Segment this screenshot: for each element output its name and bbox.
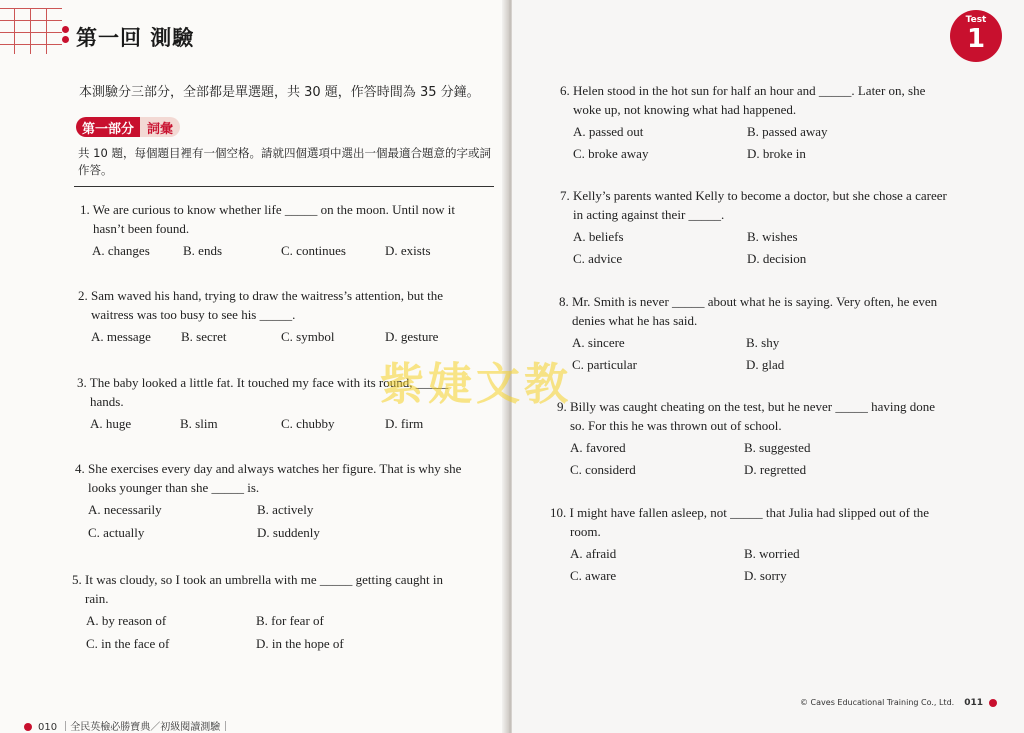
option-a[interactable]: A. sincere	[572, 335, 625, 350]
question-8	[559, 292, 979, 379]
part-badge	[76, 117, 180, 137]
question-stem-cont: rain.	[85, 591, 109, 606]
page-footer-right	[800, 698, 997, 708]
question-stem-cont: looks younger than she _____ is.	[88, 480, 260, 495]
option-b[interactable]: B. suggested	[744, 440, 811, 455]
option-d[interactable]: D. broke in	[747, 146, 806, 161]
option-b[interactable]: B. passed away	[747, 124, 828, 139]
question-stem-cont: room.	[570, 524, 601, 539]
page-number: 011	[964, 698, 983, 708]
option-a[interactable]: A. necessarily	[88, 502, 162, 517]
grid-decoration	[0, 8, 62, 54]
part-label: 第一部分	[76, 117, 140, 137]
option-a[interactable]: A. huge	[90, 416, 132, 431]
option-a[interactable]: A. changes	[92, 243, 150, 258]
question-stem-cont: woke up, not knowing what had happened.	[573, 102, 797, 117]
option-c[interactable]: C. symbol	[281, 329, 335, 344]
question-stem: 4. She exercises every day and always watches her figure. That is why she	[75, 461, 462, 476]
page-title: 第一回 測驗	[76, 26, 195, 50]
question-stem: 9. Billy was caught cheating on the test, but he never _____ having done	[557, 399, 935, 414]
option-c[interactable]: C. broke away	[573, 146, 649, 161]
option-d[interactable]: D. exists	[385, 243, 431, 258]
question-stem: 2. Sam waved his hand, trying to draw the waitress’s attention, but the	[78, 288, 444, 303]
badge-number: 1	[966, 24, 986, 54]
bullet-icon	[24, 723, 32, 731]
question-stem: 7. Kelly’s parents wanted Kelly to become a doctor, but she chose a career	[560, 188, 947, 203]
watermark: 紫婕文教	[380, 359, 572, 410]
option-a[interactable]: A. message	[91, 329, 151, 344]
question-stem: 5. It was cloudy, so I took an umbrella with me _____ getting caught in	[72, 572, 444, 587]
test-badge	[950, 10, 1002, 62]
option-c[interactable]: C. in the face of	[86, 636, 170, 651]
option-a[interactable]: A. passed out	[573, 124, 644, 139]
part-instructions: 共 10 題，每個題目裡有一個空格。請就四個選項中選出一個最適合題意的字或詞作答。	[78, 146, 491, 177]
option-a[interactable]: A. beliefs	[573, 229, 624, 244]
option-a[interactable]: A. by reason of	[86, 613, 167, 628]
option-b[interactable]: B. slim	[180, 416, 218, 431]
question-stem-cont: hands.	[90, 394, 124, 409]
option-b[interactable]: B. secret	[181, 329, 227, 344]
question-5	[72, 570, 497, 657]
question-2	[78, 286, 498, 347]
option-c[interactable]: C. considerd	[570, 462, 636, 477]
option-b[interactable]: B. actively	[257, 502, 314, 517]
question-9	[557, 397, 977, 484]
question-stem-cont: denies what he has said.	[572, 313, 698, 328]
option-c[interactable]: C. continues	[281, 243, 346, 258]
question-4	[75, 459, 500, 546]
option-b[interactable]: B. shy	[746, 335, 780, 350]
option-d[interactable]: D. decision	[747, 251, 807, 266]
page-footer-left	[24, 718, 230, 733]
test-intro: 本測驗分三部分，全部都是單選題，共 30 題，作答時間為 35 分鐘。	[79, 85, 480, 100]
question-10	[550, 503, 975, 590]
publisher-text: © Caves Educational Training Co., Ltd.	[800, 698, 955, 707]
option-d[interactable]: D. gesture	[385, 329, 439, 344]
question-stem-cont: in acting against their _____.	[573, 207, 725, 222]
question-stem-cont: waitress was too busy to see his _____.	[91, 307, 296, 322]
option-d[interactable]: D. regretted	[744, 462, 807, 477]
option-b[interactable]: B. worried	[744, 546, 800, 561]
bullet-icon	[989, 699, 997, 707]
option-a[interactable]: A. afraid	[570, 546, 617, 561]
footer-text: 010 ｜全民英檢必勝寶典／初級閱讀測驗｜	[38, 722, 231, 733]
question-7	[560, 186, 980, 273]
option-b[interactable]: B. for fear of	[256, 613, 324, 628]
option-a[interactable]: A. favored	[570, 440, 626, 455]
divider	[74, 186, 494, 187]
option-d[interactable]: D. glad	[746, 357, 785, 372]
option-d[interactable]: D. suddenly	[257, 525, 320, 540]
title-dots-icon	[62, 26, 69, 46]
option-d[interactable]: D. in the hope of	[256, 636, 344, 651]
question-stem-cont: so. For this he was thrown out of school.	[570, 418, 782, 433]
question-stem: 8. Mr. Smith is never _____ about what he is saying. Very often, he even	[559, 294, 938, 309]
part-name: 詞彙	[140, 117, 180, 137]
option-b[interactable]: B. wishes	[747, 229, 798, 244]
badge-label: Test	[965, 15, 987, 25]
question-stem: 6. Helen stood in the hot sun for half an hour and _____. Later on, she	[560, 83, 926, 98]
question-6	[560, 81, 980, 168]
option-c[interactable]: C. particular	[572, 357, 637, 372]
question-1	[80, 200, 500, 261]
option-d[interactable]: D. firm	[385, 416, 424, 431]
option-d[interactable]: D. sorry	[744, 568, 787, 583]
question-stem-cont: hasn’t been found.	[93, 221, 190, 236]
option-c[interactable]: C. aware	[570, 568, 617, 583]
option-b[interactable]: B. ends	[183, 243, 222, 258]
option-c[interactable]: C. advice	[573, 251, 623, 266]
question-stem: 3. The baby looked a little fat. It touched my face with its round, _____	[77, 375, 449, 390]
option-c[interactable]: C. actually	[88, 525, 145, 540]
question-stem: 1. We are curious to know whether life _____ on the moon. Until now it	[80, 202, 455, 217]
option-c[interactable]: C. chubby	[281, 416, 335, 431]
question-stem: 10. I might have fallen asleep, not _____ that Julia had slipped out of the	[550, 505, 930, 520]
